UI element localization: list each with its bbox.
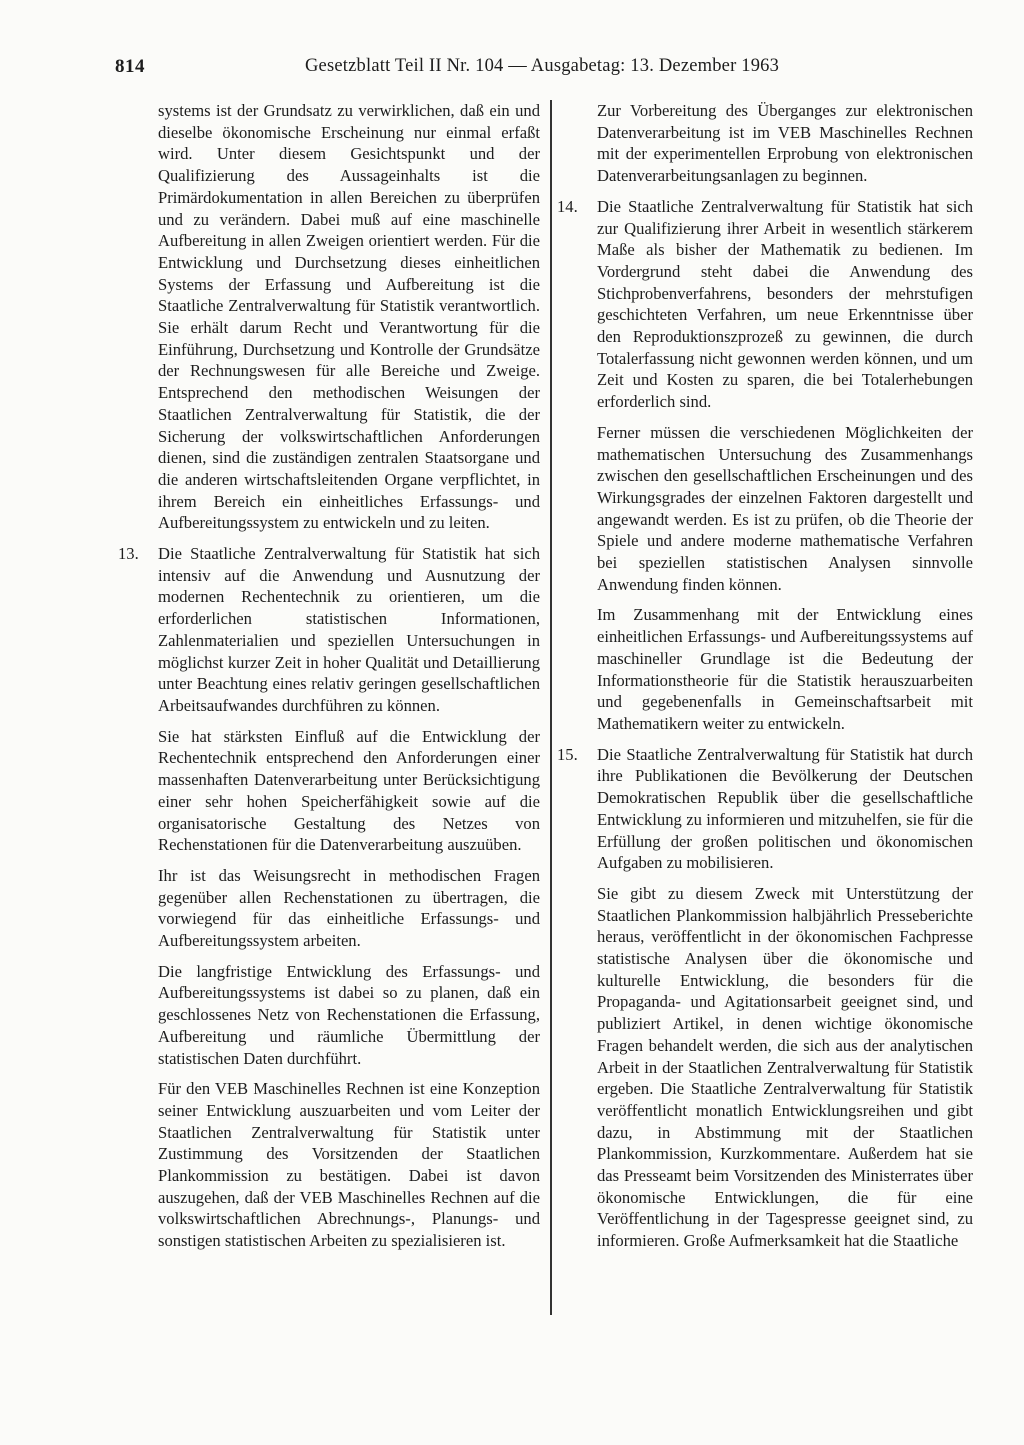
continued-paragraph — [557, 100, 973, 187]
paragraph: Ferner müssen die verschiedenen Möglichkeiten der mathematischen Untersuchung des Zusammenhangs zwischen den gesellschaftlichen Erscheinungen und des Wirkungsgrades der einzelnen Faktoren dargestellt und angewandt werden. Es ist zu prüfen, ob die Theorie der Spiele und andere moderne mathematische Verfahren bei speziellen statistischen Analysen sinnvolle Anwendung finden können. — [597, 422, 973, 594]
paragraph: Ihr ist das Weisungsrecht in methodischen Fragen gegenüber allen Rechenstationen zu übertragen, die vorwiegend für das einheitliche Erfassungs- und Aufbereitungssystem arbeiten. — [158, 865, 540, 951]
paragraph: Sie gibt zu diesem Zweck mit Unterstützung der Staatlichen Plankommission halbjährlich Presseberichte heraus, veröffentlicht in der ökonomischen Fachpresse statistische Analysen über die ökonomische und kulturelle Entwicklung, die besonders für die Propaganda- und Agitationsarbeit geeignet sind, und publiziert Artikel, in denen wichtige ökonomische Fragen behandelt werden, die sich aus der analytischen Arbeit in der Staatlichen Zentralverwaltung für Statistik ergeben. Die Staatliche Zentralverwaltung für Statistik veröffentlicht monatlich Entwicklungsreihen und gibt dazu, in Abstimmung mit der Staatlichen Plankommission, Kurzkommentare. Außerdem hat sie das Presseamt beim Vorsitzenden des Ministerrates über ökonomische Entwicklungen, die für eine Veröffentlichung in der Tagespresse geeignet sind, zu informieren. Große Aufmerksamkeit hat die Staatliche — [597, 883, 973, 1251]
paragraph: Sie hat stärksten Einfluß auf die Entwicklung der Rechentechnik entsprechend den Anforderungen einer massenhaften Datenverarbeitung unter Berücksichtigung einer sehr hohen Speicherfähigkeit sowie auf die organisatorische Gestaltung des Netzes von Rechenstationen für die Datenverarbeitung auszuüben. — [158, 726, 540, 855]
continued-paragraph — [118, 100, 540, 534]
section-number: 14. — [557, 196, 578, 216]
header-title: Gesetzblatt Teil II Nr. 104 — Ausgabetag: 13. Dezember 1963 — [305, 56, 780, 76]
section-number: 15. — [557, 744, 578, 764]
paragraph: systems ist der Grundsatz zu verwirklichen, daß ein und dieselbe ökonomische Erscheinung nur einmal erfaßt wird. Unter diesem Gesichtspunkt und der Qualifizierung des Aussageinhalts ist die Primärdokumentation in allen Bereichen zu überprüfen und zu verändern. Dabei muß auf eine maschinelle Aufbereitung in allen Zweigen orientiert werden. Für die Entwicklung und Durchsetzung dieses einheitlichen Systems der Erfassung und Aufbereitung ist die Staatliche Zentralverwaltung für Statistik verantwortlich. Sie erhält darum Recht und Verantwortung für die Einführung, Durchsetzung und Kontrolle der Grundsätze der Rechnungswesen für alle Bereiche und Zweige. Entsprechend den methodischen Weisungen der Staatlichen Zentralverwaltung für Statistik, die der Sicherung der volkswirtschaftlichen Anforderungen dienen, sind die zuständigen zentralen Staatsorgane und die anderen wirtschaftsleitenden Organe verpflichtet, in ihrem Bereich ein einheitliches Erfassungs- und Aufbereitungssystem zu entwickeln und zu leiten. — [158, 101, 540, 533]
paragraph: Die langfristige Entwicklung des Erfassungs- und Aufbereitungssystems ist dabei so zu planen, daß ein geschlossenes Netz von Rechenstationen die Erfassung, Aufbereitung und räumliche Übermittlung der statistischen Daten durchführt. — [158, 961, 540, 1068]
section-13 — [118, 543, 540, 1252]
section-15 — [557, 744, 973, 1252]
paragraph: Im Zusammenhang mit der Entwicklung eines einheitlichen Erfassungs- und Aufbereitungssystems auf maschineller Grundlage ist die Bedeutung der Informationstheorie für die Statistik herauszuarbeiten und gegebenenfalls in Gemeinschaftsarbeit mit Mathematikern weiter zu entwickeln. — [597, 605, 973, 733]
paragraph: Zur Vorbereitung des Überganges zur elektronischen Datenverarbeitung ist im VEB Maschinelles Rechnen mit der experimentellen Erprobung von elektronischen Datenverarbeitungsanlagen zu beginnen. — [597, 101, 973, 186]
column-divider — [550, 100, 552, 1315]
paragraph: Die Staatliche Zentralverwaltung für Statistik hat sich zur Qualifizierung ihrer Arbeit in wesentlich stärkerem Maße als bisher der Mathematik zu bedienen. Im Vordergrund steht dabei die Anwendung des Stichprobenverfahrens, besonders der mehrstufigen geschichteten Verfahren, um neue Erkenntnisse über den Reproduktionszprozeß zu gewinnen, die durch Totalerfassung nicht gewonnen werden können, und um Zeit und Kosten zu sparen, die bei Totalerhebungen erforderlich sind. — [597, 196, 973, 412]
page-number: 814 — [115, 56, 145, 77]
paragraph: Die Staatliche Zentralverwaltung für Statistik hat sich intensiv auf die Anwendung und Ausnutzung der modernen Rechentechnik zu orientieren, um die erforderlichen statistischen Informationen, Zahlenmaterialien und speziellen Untersuchungen in möglichst kurzer Zeit in hoher Qualität und Detaillierung unter Beachtung eines relativ geringen gesellschaftlichen Arbeitsaufwandes durchführen zu können. — [158, 544, 540, 715]
paragraph: Für den VEB Maschinelles Rechnen ist eine Konzeption seiner Entwicklung auszuarbeiten und vom Leiter der Staatlichen Zentralverwaltung für Statistik unter Zustimmung des Vorsitzenden der Staatlichen Plankommission zu bestätigen. Dabei ist davon auszugehen, daß der VEB Maschinelles Rechnen auf die volkswirtschaftlichen Abrechnungs-, Planungs- und sonstigen statistischen Arbeiten zu spezialisieren ist. — [158, 1079, 540, 1251]
page-header — [115, 56, 975, 84]
right-column — [557, 100, 973, 1252]
section-14 — [557, 196, 973, 735]
section-number: 13. — [118, 544, 139, 564]
paragraph: Die Staatliche Zentralverwaltung für Statistik hat durch ihre Publikationen die Bevölkerung der Deutschen Demokratischen Republik über die gesellschaftliche Entwicklung zu informieren und mitzuhelfen, sie für die Erfüllung der großen politischen und ökonomischen Aufgaben zu mobilisieren. — [597, 744, 973, 873]
left-column — [118, 100, 540, 1252]
